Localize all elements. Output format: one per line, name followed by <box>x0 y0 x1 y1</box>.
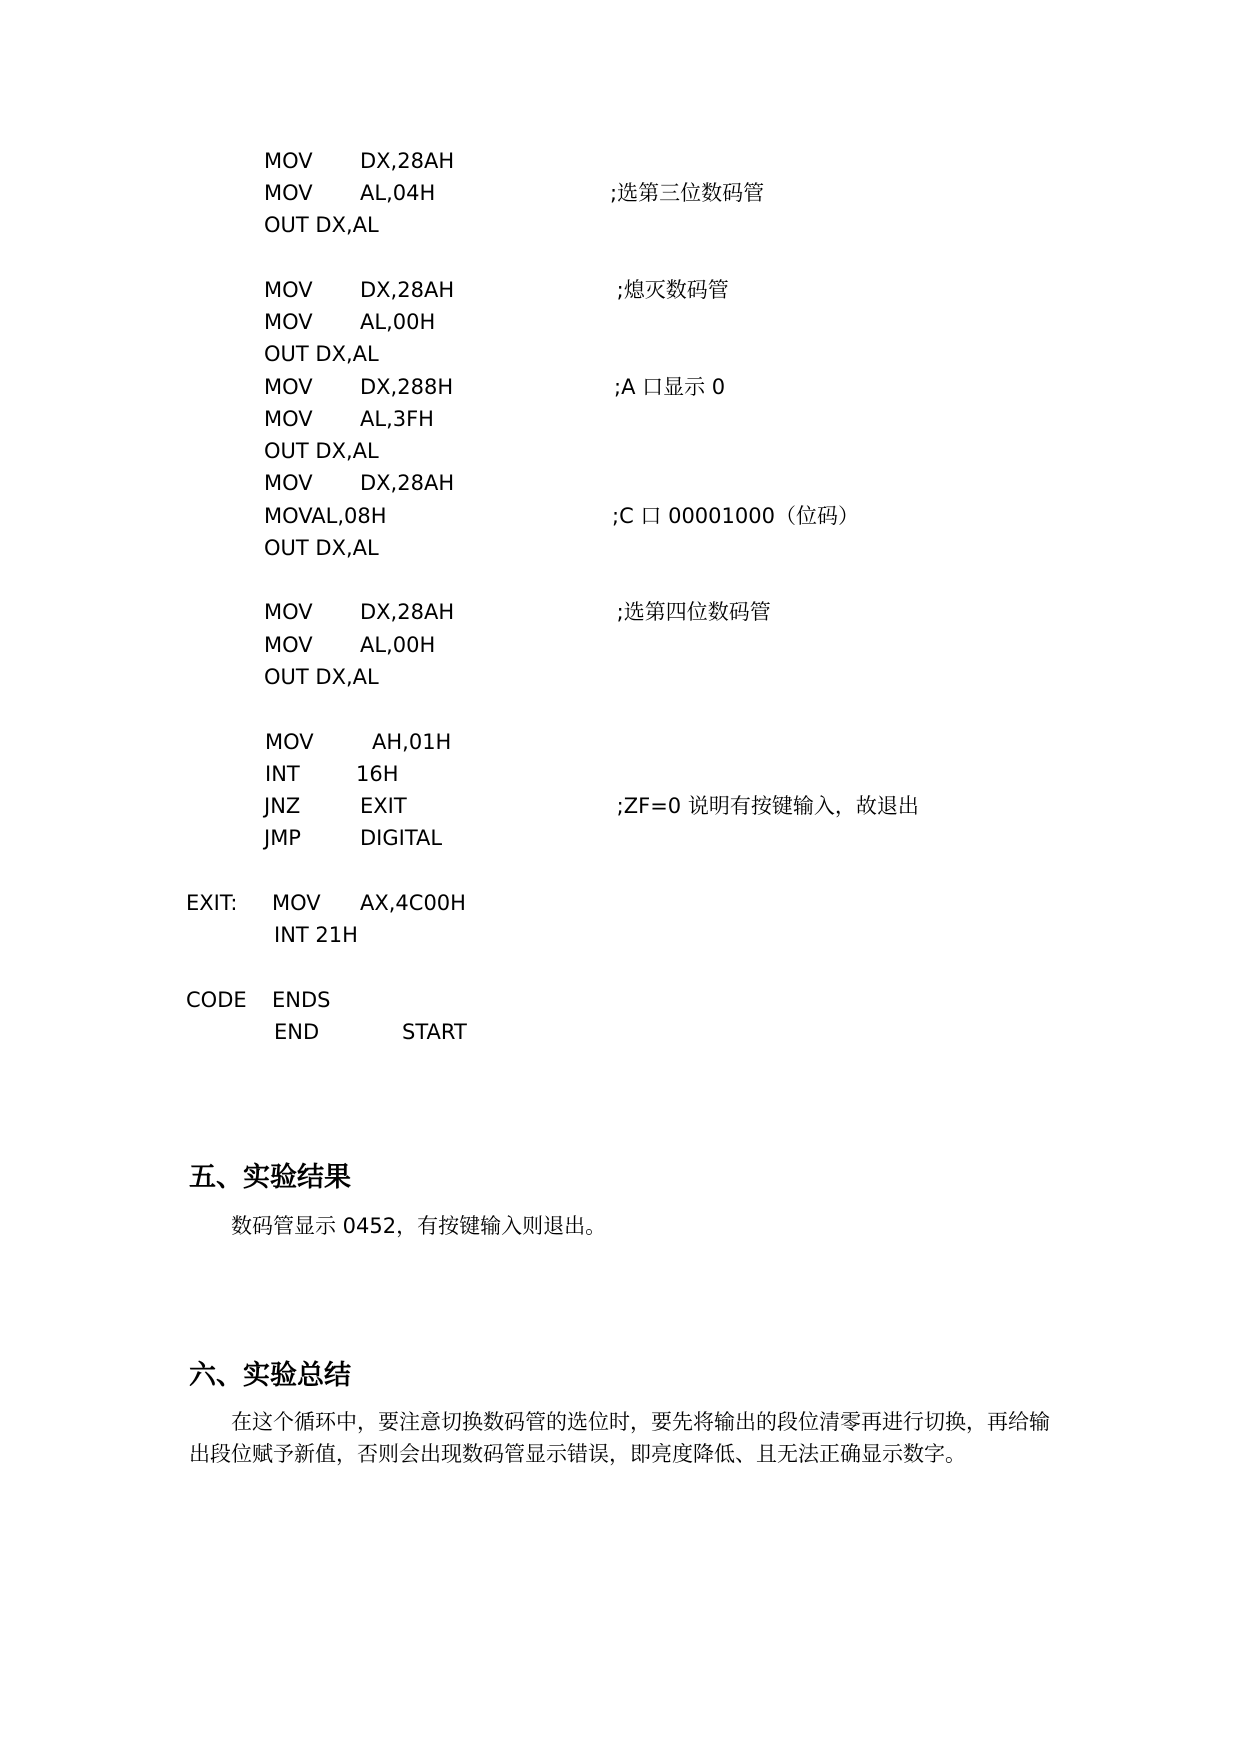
code-arg: DX,28AH <box>360 149 455 173</box>
code-line <box>0 338 379 370</box>
code-line <box>0 887 466 919</box>
code-op: MOV <box>264 278 313 302</box>
code-comment: ;选第四位数码管 <box>610 600 771 624</box>
code-arg: EXIT <box>360 794 407 818</box>
code-arg: START <box>402 1020 467 1044</box>
section-heading-results: 五、实验结果 <box>189 1162 351 1193</box>
code-arg: DX,28AH <box>360 278 455 302</box>
code-line <box>0 919 358 951</box>
code-arg: AL,00H <box>360 633 436 657</box>
code-op: OUT DX,AL <box>264 536 379 560</box>
summary-paragraph <box>189 1406 1069 1470</box>
code-label: CODE <box>186 988 247 1012</box>
code-op: OUT DX,AL <box>264 665 379 689</box>
code-line <box>0 274 729 306</box>
code-line <box>0 435 379 467</box>
code-op: MOV <box>264 149 313 173</box>
code-line <box>0 629 436 661</box>
code-arg: DX,28AH <box>360 600 455 624</box>
code-label: EXIT: <box>186 891 238 915</box>
code-op: MOV <box>264 600 313 624</box>
code-line <box>0 726 452 758</box>
code-op: MOV <box>264 375 313 399</box>
code-comment: ;选第三位数码管 <box>610 181 765 205</box>
code-line <box>0 596 771 628</box>
code-line <box>0 822 443 854</box>
results-text: 数码管显示 0452，有按键输入则退出。 <box>231 1214 607 1238</box>
code-line <box>0 467 455 499</box>
code-op: MOV <box>264 310 313 334</box>
code-op: MOV <box>264 633 313 657</box>
code-arg: DX,288H <box>360 375 454 399</box>
code-arg: 16H <box>356 762 399 786</box>
code-line <box>0 177 765 209</box>
code-comment: ;熄灭数码管 <box>610 278 729 302</box>
code-op: JMP <box>264 826 301 850</box>
code-arg: AL,00H <box>360 310 436 334</box>
code-line <box>0 371 726 403</box>
code-line <box>0 145 455 177</box>
code-op: ENDS <box>272 988 331 1012</box>
summary-text: 在这个循环中，要注意切换数码管的选位时，要先将输出的段位清零再进行切换，再给输出段位赋予新值，否则会出现数码管显示错误，即亮度降低、且无法正确显示数字。 <box>189 1410 1050 1466</box>
code-line <box>0 984 331 1016</box>
code-line <box>0 790 919 822</box>
code-op: OUT DX,AL <box>264 213 379 237</box>
code-op: MOV <box>272 891 321 915</box>
code-arg: DX,28AH <box>360 471 455 495</box>
code-line <box>0 532 379 564</box>
code-op: INT <box>265 762 300 786</box>
code-arg: AH,01H <box>372 730 452 754</box>
code-comment: ;C 口 00001000（位码） <box>612 504 859 528</box>
code-arg: AX,4C00H <box>360 891 466 915</box>
code-arg: AL,3FH <box>360 407 434 431</box>
code-op: JNZ <box>264 794 301 818</box>
results-paragraph <box>189 1210 1069 1242</box>
code-line <box>0 1016 467 1048</box>
code-line <box>0 758 399 790</box>
code-comment: ;A 口显示 0 <box>614 375 726 399</box>
code-comment: ;ZF=0 说明有按键输入，故退出 <box>610 794 919 818</box>
code-arg: DIGITAL <box>360 826 443 850</box>
code-op: OUT DX,AL <box>264 439 379 463</box>
section-heading-summary: 六、实验总结 <box>189 1360 351 1391</box>
code-line <box>0 661 379 693</box>
code-line <box>0 209 379 241</box>
code-op: END <box>274 1020 320 1044</box>
code-op: MOV <box>265 730 314 754</box>
code-op: MOV <box>264 407 313 431</box>
code-op: MOVAL,08H <box>264 504 387 528</box>
code-op: MOV <box>264 181 313 205</box>
code-line <box>0 403 434 435</box>
code-op: INT 21H <box>274 923 358 947</box>
code-op: MOV <box>264 471 313 495</box>
code-line <box>0 306 436 338</box>
code-arg: AL,04H <box>360 181 436 205</box>
code-op: OUT DX,AL <box>264 342 379 366</box>
code-line <box>0 500 859 532</box>
